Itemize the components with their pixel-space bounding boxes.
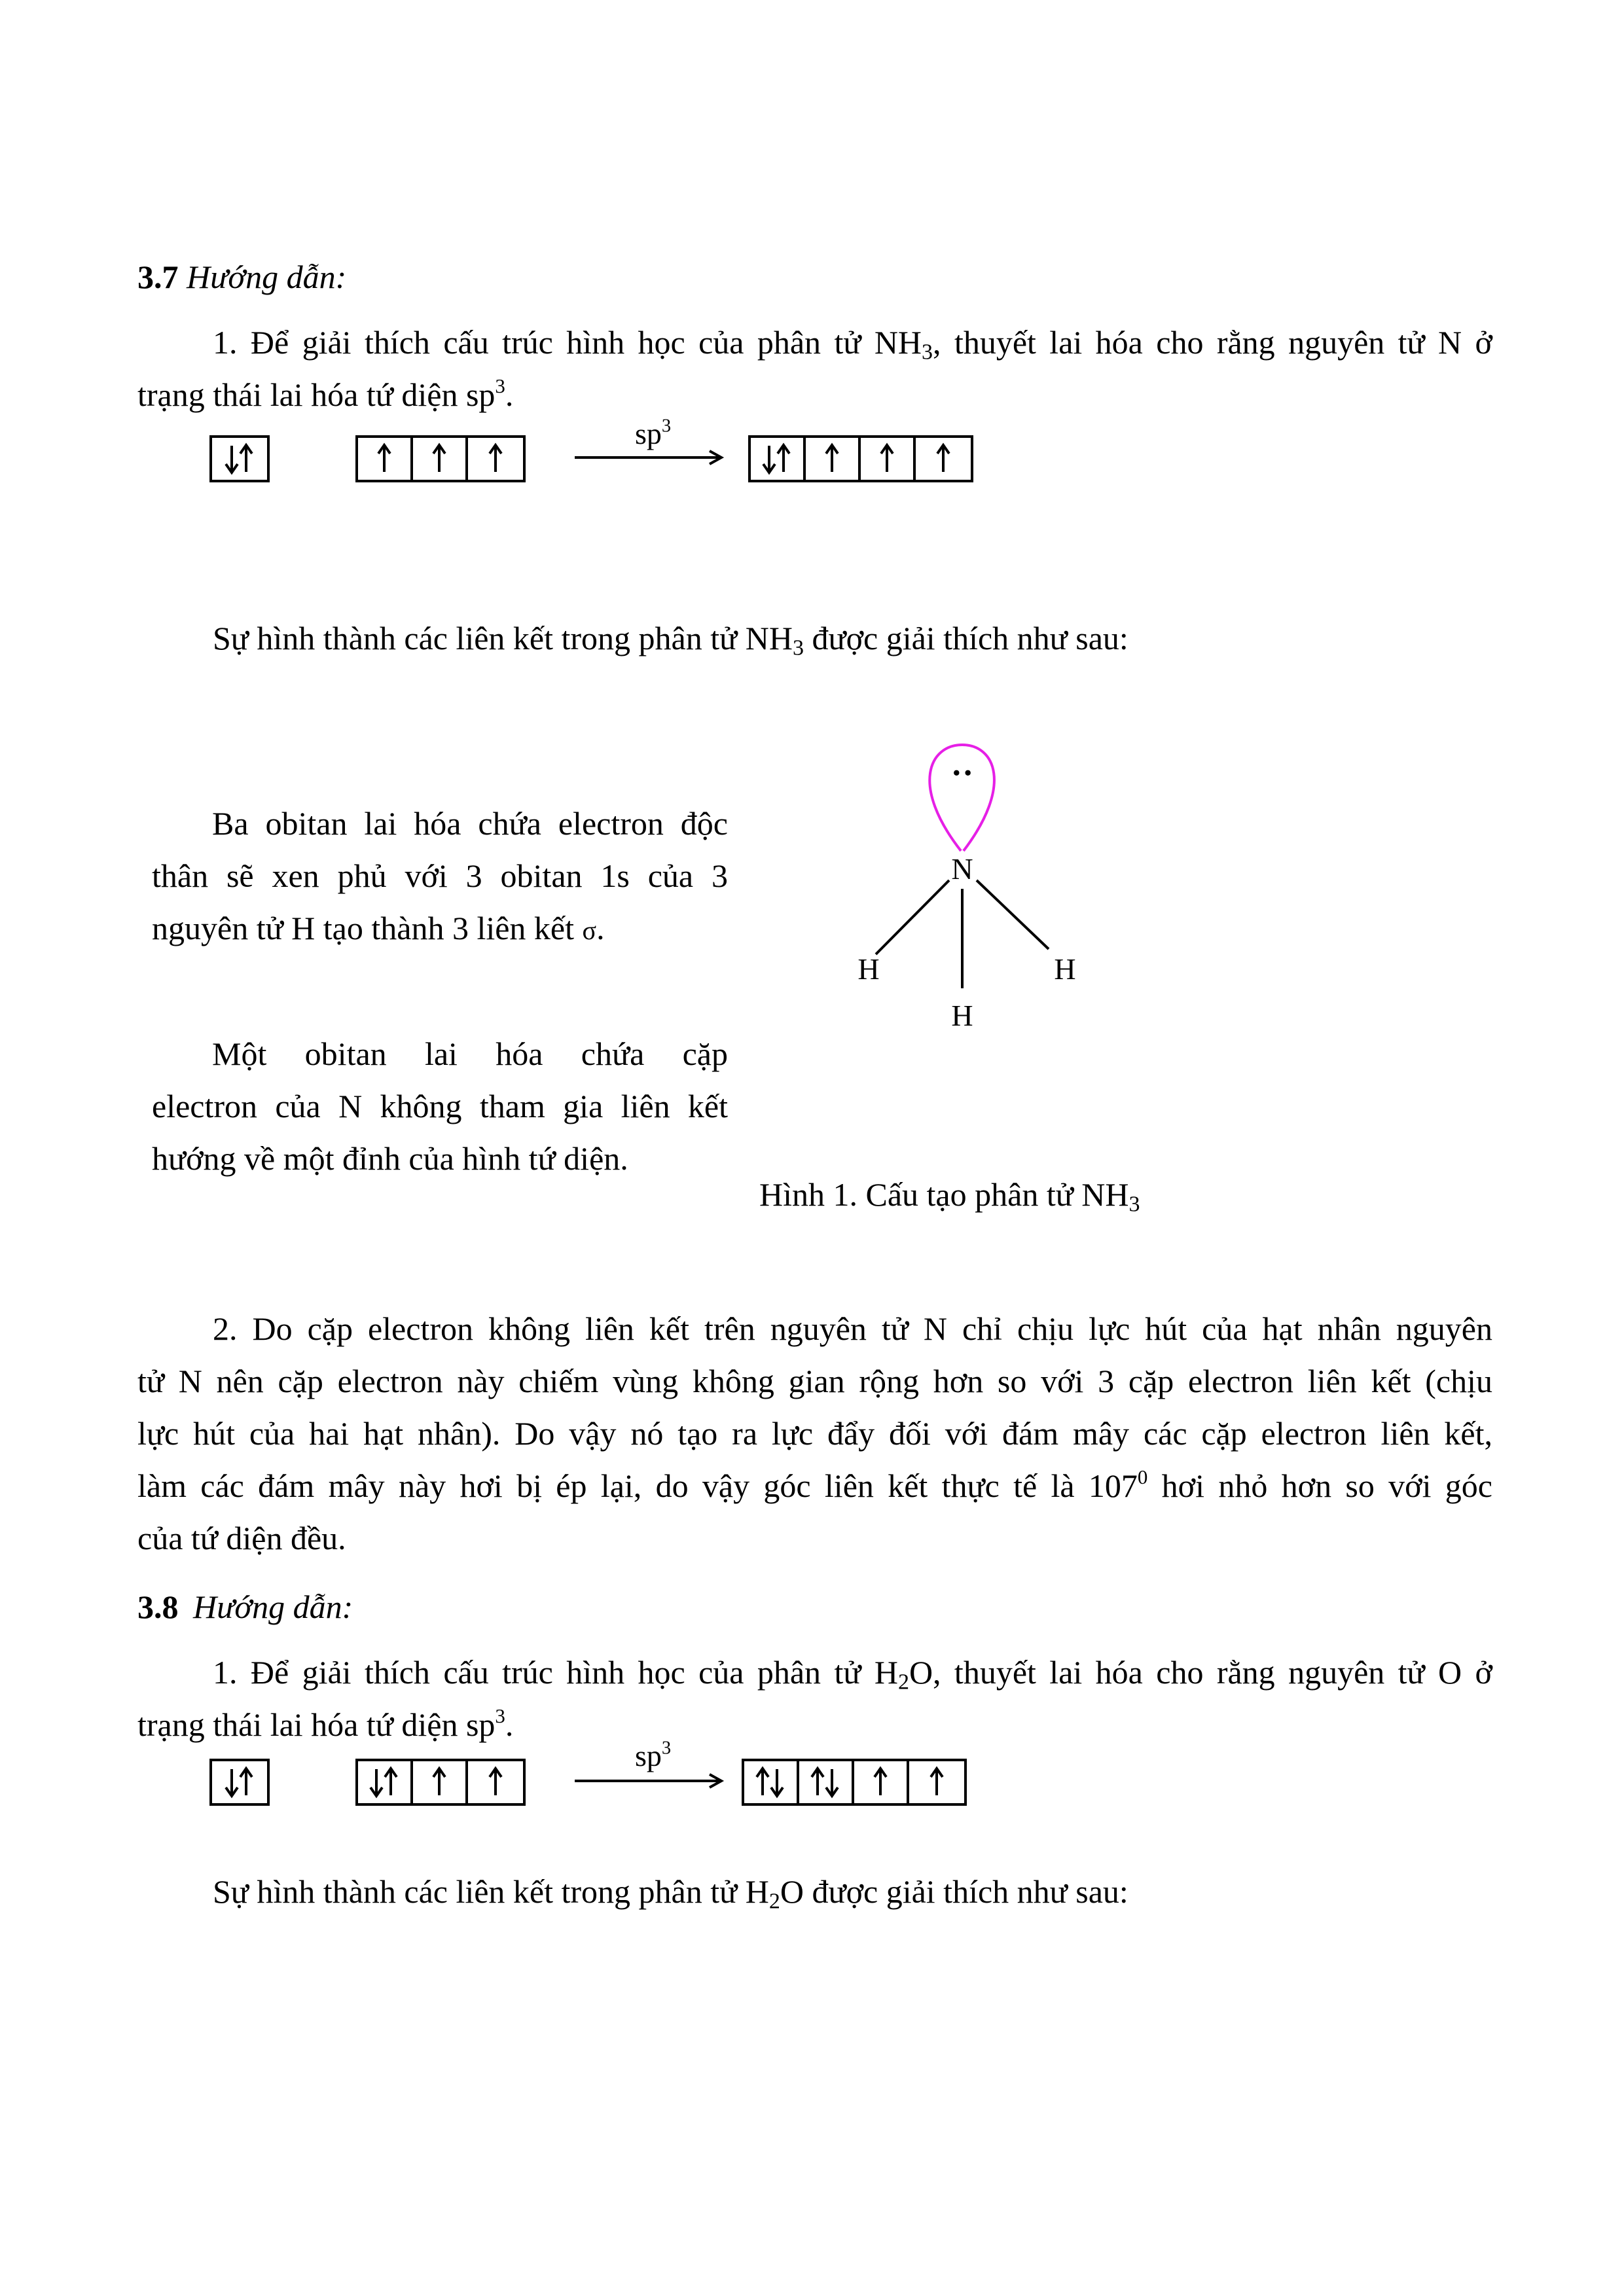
atom-h-right: H (1054, 952, 1076, 986)
ammonia-structure-figure (838, 726, 1113, 1034)
electron-pair-icon (365, 1765, 404, 1799)
electron-pair-icon (751, 1765, 790, 1799)
electron-up-arrow-icon (365, 442, 404, 476)
orbital-s-box (209, 435, 270, 482)
bond-n-h-right (977, 880, 1049, 949)
electron-up-arrow-icon (476, 1765, 515, 1799)
electron-up-arrow-icon (476, 442, 515, 476)
electron-up-arrow-icon (420, 1765, 459, 1799)
right-arrow-icon (575, 1771, 725, 1791)
figure-caption: Hình 1. Cấu tạo phân tử $NH_3$ (759, 1176, 1140, 1217)
section-3-8-heading (137, 1590, 353, 1623)
orbital-cell (358, 438, 413, 480)
electron-up-arrow-icon (917, 1765, 956, 1799)
orbital-sp3-boxes (748, 435, 973, 482)
electron-pair-icon (757, 442, 797, 476)
orbital-cell (854, 1761, 909, 1803)
orbital-cell (806, 438, 861, 480)
orbital-cell (413, 1761, 468, 1803)
orbital-cell (916, 438, 971, 480)
orbital-cell (861, 438, 916, 480)
lone-pair-dots: ·· (950, 755, 974, 792)
section-3-7-paragraph-2: 2. Do cặp electron không liên kết trên nguyên tử N chỉ chịu lực hút của hạt nhân nguyên tử N nên cặp electron này chiếm vùng không gian rộng hơn so với 3 cặp electron liên kết (chịu lực hút của hai hạt nhân). Do vậy nó tạo ra lực đẩy đối với đám mây các cặp electron liên kết, làm các đám mây này hơi bị ép lại, do vậy góc liên kết thực tế là $107^0$ hơi nhỏ hơn so với góc của tứ diện đều. (137, 1310, 1492, 1556)
bond-n-h-left (876, 880, 949, 954)
electron-pair-icon (220, 1765, 259, 1799)
section-number: 3.7 (137, 259, 179, 295)
orbital-cell (468, 1761, 523, 1803)
section-3-7-paragraph-1: 1. Để giải thích cấu trúc hình học của phân tử $NH_3$, thuyết lai hóa cho rằng nguyên tử N ở trạng thái lai hóa tứ diện $sp^3$. (137, 324, 1492, 413)
orbital-s-box (209, 1759, 270, 1806)
hybridization-label: $sp^3$ (635, 416, 672, 450)
electron-up-arrow-icon (861, 1765, 900, 1799)
section-number: 3.8 (137, 1588, 179, 1625)
electron-up-arrow-icon (812, 442, 852, 476)
section-title: Hướng dẫn: (187, 259, 347, 295)
atom-n: N (951, 852, 973, 886)
explanation-column-2: Một obitan lai hóa chứa cặp electron của N không tham gia liên kết hướng về một đỉnh của hình tứ diện. (152, 1035, 728, 1177)
bonds-intro-text: Sự hình thành các liên kết trong phân tử $H_2O$ được giải thích như sau: (213, 1873, 1128, 1914)
electron-up-arrow-icon (867, 442, 907, 476)
atom-h-left: H (857, 952, 880, 986)
orbital-cell (212, 438, 267, 480)
orbital-cell (799, 1761, 854, 1803)
sigma-symbol: σ (582, 916, 597, 945)
orbital-p-boxes (355, 1759, 526, 1806)
electron-pair-icon (806, 1765, 845, 1799)
electron-up-arrow-icon (420, 442, 459, 476)
orbital-cell (212, 1761, 267, 1803)
hybridization-label: $sp^3$ (635, 1738, 672, 1772)
section-3-8-paragraph-1: 1. Để giải thích cấu trúc hình học của phân tử $H_2O$, thuyết lai hóa cho rằng nguyên tử O ở trạng thái lai hóa tứ diện $sp^3$. (137, 1654, 1492, 1743)
orbital-sp3-boxes (742, 1759, 967, 1806)
electron-up-arrow-icon (924, 442, 963, 476)
section-title: Hướng dẫn: (193, 1588, 353, 1625)
orbital-cell (468, 438, 523, 480)
orbital-cell (909, 1761, 964, 1803)
atom-h-bottom: H (951, 999, 973, 1032)
orbital-cell (751, 438, 806, 480)
electron-pair-icon (220, 442, 259, 476)
orbital-p-boxes (355, 435, 526, 482)
orbital-cell (744, 1761, 799, 1803)
explanation-column-1: Ba obitan lai hóa chứa electron độc thân sẽ xen phủ với 3 obitan 1s của 3 nguyên tử H tạo thành 3 liên kết σ. (152, 805, 728, 946)
orbital-cell (358, 1761, 413, 1803)
section-3-7-heading (137, 260, 346, 293)
orbital-cell (413, 438, 468, 480)
right-arrow-icon (575, 448, 725, 467)
bonds-intro-text: Sự hình thành các liên kết trong phân tử $NH_3$ được giải thích như sau: (213, 620, 1128, 660)
